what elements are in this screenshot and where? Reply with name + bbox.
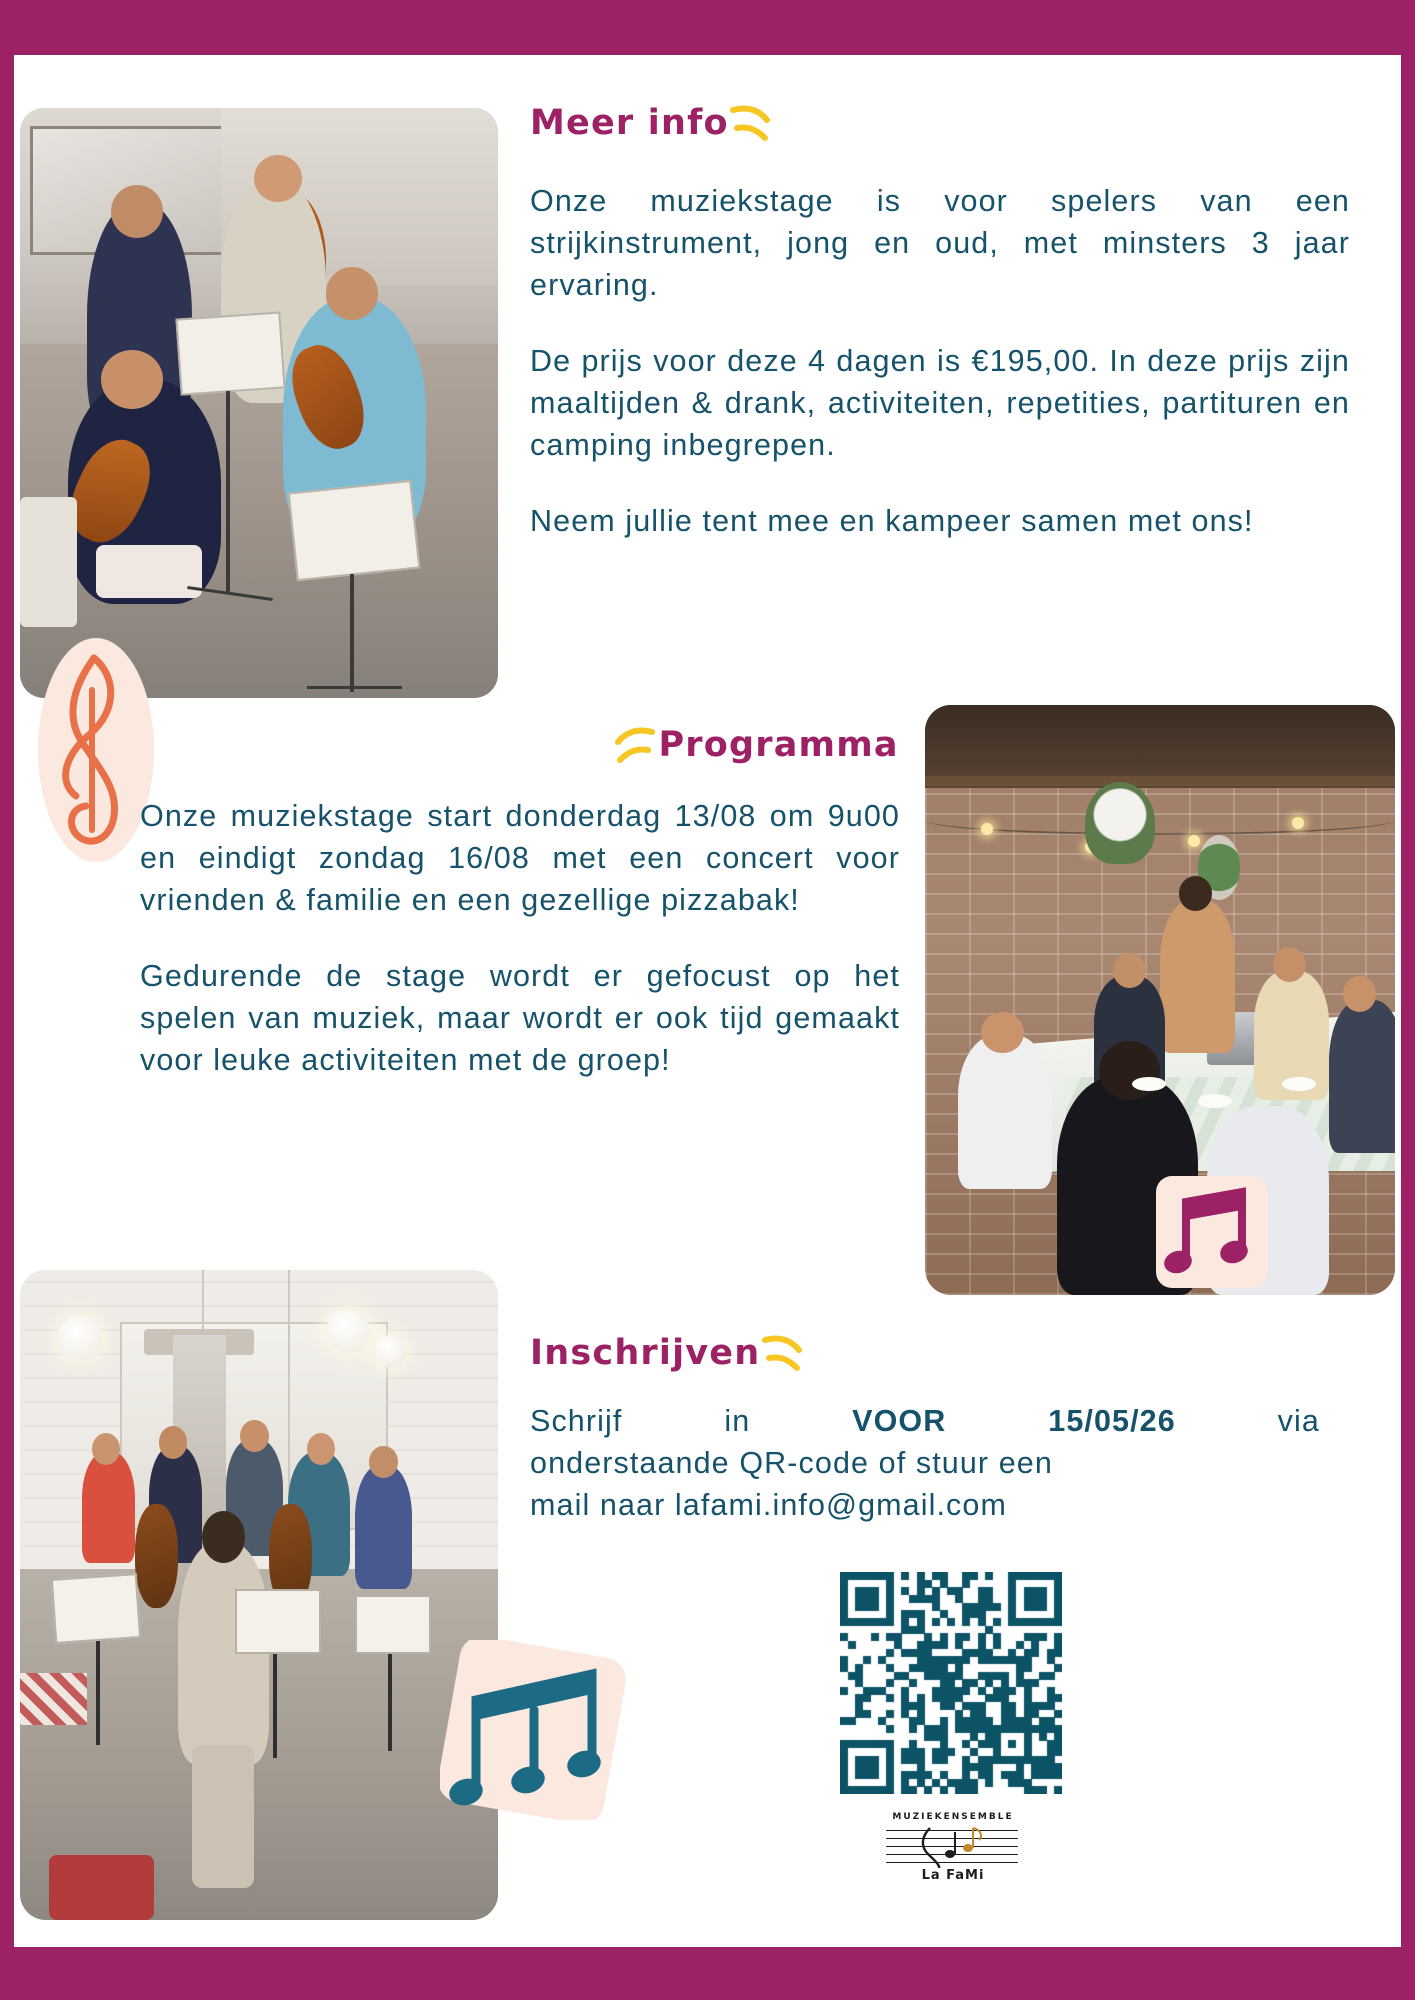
logo-name: La FaMi [921,1868,985,1883]
programme-paragraph-1: Onze muziekstage start donderdag 13/08 om 9u00 en eindigt zondag 16/08 met een concert voor vrienden & familie en een gezellige pizzabak! [140,799,900,917]
left-color-edge [0,0,14,2000]
right-color-edge [1401,0,1415,2000]
registration-word-via: via [1277,1404,1320,1438]
more-info-heading: Meer info [530,103,729,144]
registration-deadline-label: VOOR [852,1404,947,1438]
photo-garage-rehearsal [20,1270,498,1920]
programme-heading: Programma [658,725,899,766]
more-info-paragraph-3: Neem jullie tent mee en kampeer samen met ons! [530,504,1254,538]
top-color-band [0,0,1415,55]
more-info-paragraph-2: De prijs voor deze 4 dagen is €195,00. In deze prijs zijn maaltijden & drank, activiteiten, repetities, partituren en camping inbegrepen. [530,344,1350,462]
programme-paragraph-2: Gedurende de stage wordt er gefocust op het spelen van muziek, maar wordt er ook tijd gemaakt voor leuke activiteiten met de groep! [140,959,900,1077]
programme-body [140,795,900,1081]
registration-line-2: onderstaande QR-code of stuur een [530,1446,1053,1480]
registration-heading: Inschrijven [530,1333,761,1374]
registration-heading-group [530,1330,807,1390]
yellow-sparkle-doodle [610,722,658,770]
teal-beamed-notes-doodle [440,1640,630,1820]
more-info-body [530,180,1350,542]
yellow-sparkle-doodle [727,100,775,148]
registration-mail-prefix: mail naar [530,1488,675,1522]
logo-la-fami [884,1812,1022,1932]
magenta-eighth-notes-doodle [1152,1168,1274,1296]
registration-body [530,1400,1320,1526]
registration-deadline-date: 15/05/26 [1048,1404,1176,1438]
registration-word-schrijf: Schrijf [530,1404,623,1438]
bottom-color-band [0,1947,1415,2000]
registration-line-3 [530,1484,1320,1526]
registration-email[interactable]: lafami.info@gmail.com [674,1488,1007,1522]
registration-line-1 [530,1400,1320,1442]
registration-word-in: in [724,1404,751,1438]
photo-string-ensemble-rehearsal [20,108,498,698]
registration-qr-code[interactable] [840,1572,1062,1794]
programme-heading-group [610,722,899,782]
more-info-paragraph-1: Onze muziekstage is voor spelers van een strijkinstrument, jong en oud, met minsters 3 jaar ervaring. [530,184,1350,302]
yellow-sparkle-doodle [759,1330,807,1378]
logo-music-staff [886,1824,1018,1868]
more-info-heading-group [530,100,775,160]
logo-arc-text: MUZIEKENSEMBLE [892,1812,1014,1822]
